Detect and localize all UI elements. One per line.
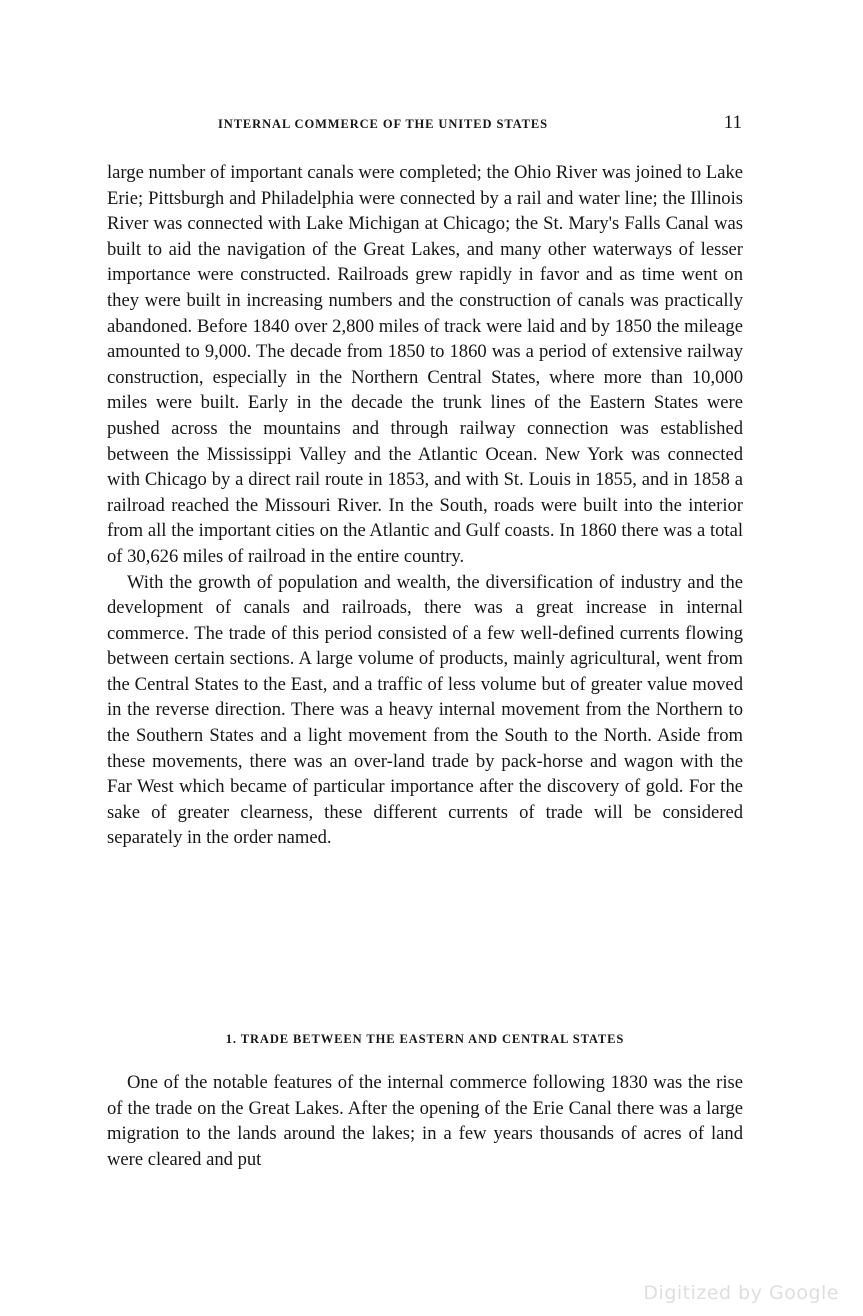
section-heading: 1. TRADE BETWEEN THE EASTERN AND CENTRAL STATES (225, 1032, 625, 1046)
running-head: INTERNAL COMMERCE OF THE UNITED STATES (218, 117, 548, 131)
page-header (108, 112, 742, 138)
body-text (107, 160, 743, 851)
section-text (107, 1070, 743, 1172)
digitized-watermark: Digitized by Google (643, 1282, 839, 1304)
page-number: 11 (723, 112, 742, 133)
paragraph-continued: large number of important canals were completed; the Ohio River was joined to Lake Erie; Pittsburgh and Philadelphia were connected by a rail and water line; the Illinois River was connected with Lake Michigan at Chicago; the St. Mary's Falls Canal was built to aid the navigation of the Great Lakes, and many other waterways of lesser importance were constructed. Railroads grew rapidly in favor and as time went on they were built in increasing numbers and the construction of canals was practically abandoned. Before 1840 over 2,800 miles of track were laid and by 1850 the mileage amounted to 9,000. The decade from 1850 to 1860 was a period of extensive railway construction, especially in the Northern Central States, where more than 10,000 miles were built. Early in the decade the trunk lines of the Eastern States were pushed across the mountains and through railway connection was established between the Mississippi Valley and the Atlantic Ocean. New York was connected with Chicago by a direct rail route in 1853, and with St. Louis in 1855, and in 1858 a railroad reached the Missouri River. In the South, roads were built into the interior from all the important cities on the Atlantic and Gulf coasts. In 1860 there was a total of 30,626 miles of railroad in the entire country. (107, 162, 743, 567)
paragraph-great-lakes-trade: One of the notable features of the internal commerce following 1830 was the rise of the trade on the Great Lakes. After the opening of the Erie Canal there was a large migration to the lands around the lakes; in a few years thousands of acres of land were cleared and put (107, 1072, 743, 1170)
paragraph-growth-of-commerce: With the growth of population and wealth, the diversification of industry and the development of canals and railroads, there was a great increase in internal commerce. The trade of this period consisted of a few well-defined currents flowing between certain sections. A large volume of products, mainly agricultural, went from the Central States to the East, and a traffic of less volume but of greater value moved in the reverse direction. There was a heavy internal movement from the Northern to the Southern States and a light movement from the South to the North. Aside from these movements, there was an over-land trade by pack-horse and wagon with the Far West which became of particular importance after the discovery of gold. For the sake of greater clearness, these different currents of trade will be considered separately in the order named. (107, 571, 743, 849)
